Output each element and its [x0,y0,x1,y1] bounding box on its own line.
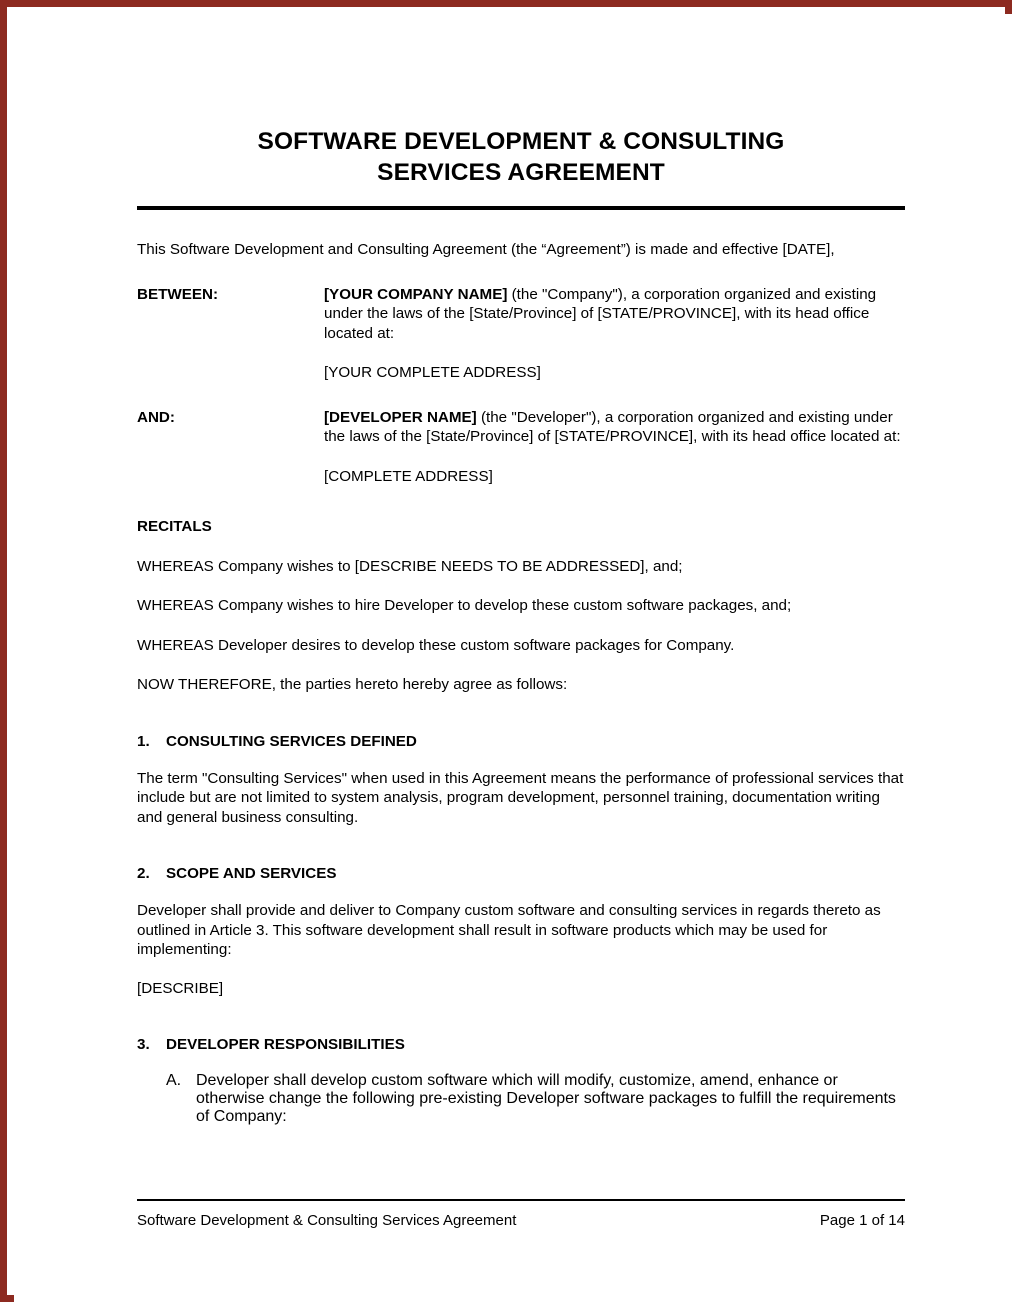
footer-divider [137,1199,905,1201]
recital-line-3: WHEREAS Developer desires to develop these custom software packages for Company. [137,636,735,654]
party-name-company: [YOUR COMPANY NAME] [324,285,508,303]
section-body-2: Developer shall provide and deliver to Company custom software and consulting services in regards thereto as outlined in Article 3. This software development shall result in software products which may be used for implementing: [137,902,881,958]
title-line-1: SOFTWARE DEVELOPMENT & CONSULTING [257,128,785,155]
party-address-developer: [COMPLETE ADDRESS] [324,467,493,485]
party-description-between [324,285,905,344]
party-address-company: [YOUR COMPLETE ADDRESS] [324,364,541,381]
section-number-3: 3. [137,1036,150,1053]
section-body-1: The term "Consulting Services" when used in this Agreement means the performance of professional services that include but are not limited to system analysis, program development, personnel training, documentation writing and general business consulting. [137,769,904,826]
party-text-developer: (the "Developer"), a corporation organized and existing under the laws of the [State/Province] of [STATE/PROVINCE], with its head office located at: [324,408,901,445]
party-body-and [324,408,905,487]
party-label-between: BETWEEN: [137,285,218,303]
party-description-developer [324,408,905,447]
page-inner-border [14,14,1012,1302]
section-heading-3 [137,1036,905,1053]
document-sheet [16,16,1012,1304]
footer-document-title: Software Development & Consulting Services Agreement [137,1212,517,1229]
section-title-1: CONSULTING SERVICES DEFINED [166,732,417,750]
title-divider [137,206,905,210]
document-content [137,126,905,1126]
recitals-heading: RECITALS [137,518,212,535]
party-name-developer: [DEVELOPER NAME] [324,408,477,426]
section-number-1: 1. [137,732,150,750]
party-block-and [137,408,905,487]
party-block-between [137,285,905,383]
section-3-item-text: Developer shall develop custom software which will modify, customize, amend, enhance or otherwise change the following pre-existing Developer software packages to fulfill the requirements of Company: [196,1072,896,1125]
section-3-item-letter: A. [166,1072,182,1089]
recital-line-4: NOW THEREFORE, the parties hereto hereby agree as follows: [137,676,568,693]
section-number-2: 2. [137,865,150,882]
section-heading-1 [137,733,905,750]
section-title-2: SCOPE AND SERVICES [166,865,337,882]
footer-page-number: Page 1 of 14 [819,1212,905,1229]
party-body-between [324,285,905,383]
footer-row [137,1212,905,1229]
section-body-2-describe: [DESCRIBE] [137,979,224,997]
recital-line-2: WHEREAS Company wishes to hire Developer to develop these custom software packages, and; [137,597,792,614]
intro-paragraph: This Software Development and Consulting Agreement (the “Agreement”) is made and effective [DATE], [137,241,835,258]
section-title-3: DEVELOPER RESPONSIBILITIES [166,1036,405,1053]
party-text-company: (the "Company"), a corporation organized and existing under the laws of the [State/Province] of [STATE/PROVINCE], with its head office located at: [324,285,877,342]
section-3-item-a [137,1072,905,1126]
page-title [137,126,905,188]
title-line-2: SERVICES AGREEMENT [377,159,665,186]
page-footer [137,1199,905,1229]
party-label-and: AND: [137,408,175,426]
section-heading-2 [137,865,905,882]
recital-line-1: WHEREAS Company wishes to [DESCRIBE NEEDS TO BE ADDRESSED], and; [137,557,683,575]
